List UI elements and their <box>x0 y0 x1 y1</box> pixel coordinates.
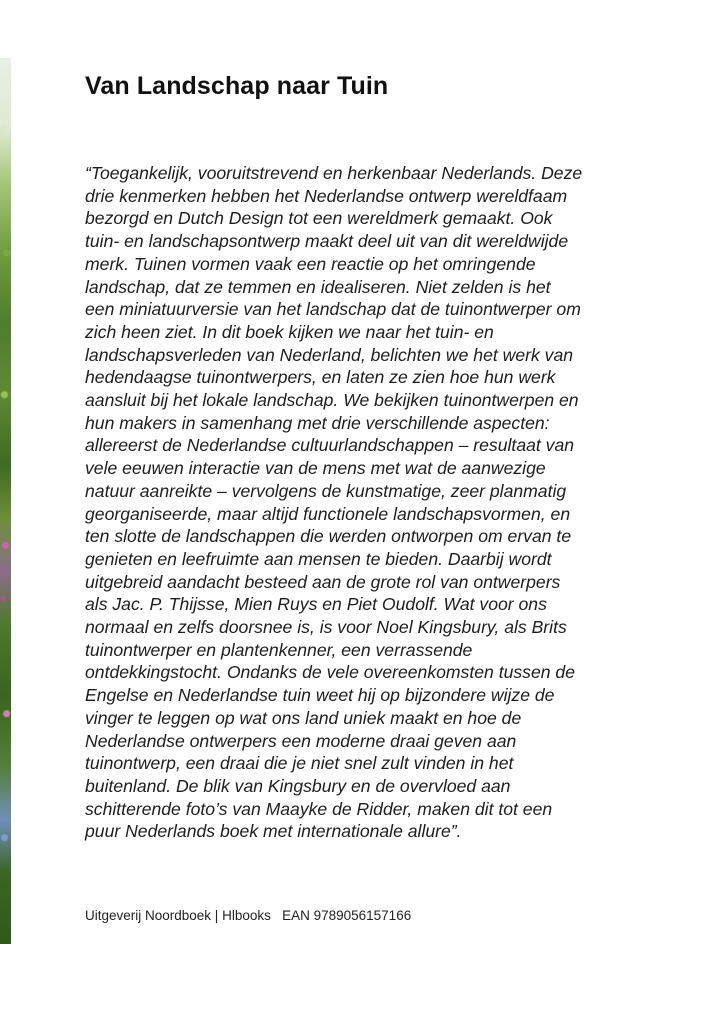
quote-line: landschapsverleden van Nederland, belichten we het werk van <box>85 344 574 365</box>
quote-line: drie kenmerken hebben het Nederlandse ontwerp wereldfaam <box>85 185 568 206</box>
quote-line: normaal en zelfs doorsnee is, is voor Noel Kingsbury, als Brits <box>85 617 567 638</box>
quote-paragraph <box>85 162 685 843</box>
quote-line: genieten en leefruimte aan mensen te bieden. Daarbij wordt <box>85 548 552 569</box>
quote-line: bezorgd en Dutch Design tot een wereldmerk gemaakt. Ook <box>85 208 553 229</box>
quote-line: landschap, dat ze temmen en idealiseren. Niet zelden is het <box>85 276 551 297</box>
quote-line: hun makers in samenhang met drie verschillende aspecten: <box>85 412 550 433</box>
quote-line: puur Nederlands boek met internationale allure”. <box>85 821 462 842</box>
garden-photo-edge <box>0 58 11 944</box>
quote-line: vele eeuwen interactie van de mens met wat de aanwezige <box>85 458 546 479</box>
quote-line: hedendaagse tuinontwerpers, en laten ze zien hoe hun werk <box>85 367 556 388</box>
quote-line: ten slotte de landschappen die werden ontworpen om ervan te <box>85 526 572 547</box>
quote-line: aansluit bij het lokale landschap. We bekijken tuinontwerpen en <box>85 390 579 411</box>
quote-line: een miniatuurversie van het landschap dat de tuinontwerper om <box>85 299 581 320</box>
quote-line: Engelse en Nederlandse tuin weet hij op bijzondere wijze de <box>85 685 555 706</box>
quote-line: buitenland. De blik van Kingsbury en de overvloed aan <box>85 775 511 796</box>
quote-line: tuin- en landschapsontwerp maakt deel uit van dit wereldwijde <box>85 231 569 252</box>
quote-line: zich heen ziet. In dit boek kijken we naar het tuin- en <box>85 321 494 342</box>
quote-line: ontdekkingstocht. Ondanks de vele overeenkomsten tussen de <box>85 662 575 683</box>
quote-line: natuur aanreikte – vervolgens de kunstmatige, zeer planmatig <box>85 480 567 501</box>
quote-line: tuinontwerp, een draai die je niet snel zult vinden in het <box>85 753 514 774</box>
quote-line: schitterende foto’s van Maayke de Ridder, maken dit tot een <box>85 798 553 819</box>
quote-line: allereerst de Nederlandse cultuurlandschappen – resultaat van <box>85 435 575 456</box>
quote-line: merk. Tuinen vormen vaak een reactie op het omringende <box>85 253 536 274</box>
quote-line: uitgebreid aandacht besteed aan de grote rol van ontwerpers <box>85 571 561 592</box>
publisher-info: Uitgeverij Noordboek | Hlbooks EAN 9789056157166 <box>85 908 412 923</box>
quote-line: Nederlandse ontwerpers een moderne draai geven aan <box>85 730 517 751</box>
quote-line: tuinontwerper en plantenkenner, een verrassende <box>85 639 473 660</box>
quote-line: “Toegankelijk, vooruitstrevend en herkenbaar Nederlands. Deze <box>85 163 583 183</box>
quote-line: als Jac. P. Thijsse, Mien Ruys en Piet Oudolf. Wat voor ons <box>85 594 547 615</box>
page-title: Van Landschap naar Tuin <box>85 72 389 100</box>
quote-line: georganiseerde, maar altijd functionele landschapsvormen, en <box>85 503 571 524</box>
quote-line: vinger te leggen op wat ons land uniek maakt en hoe de <box>85 707 522 728</box>
